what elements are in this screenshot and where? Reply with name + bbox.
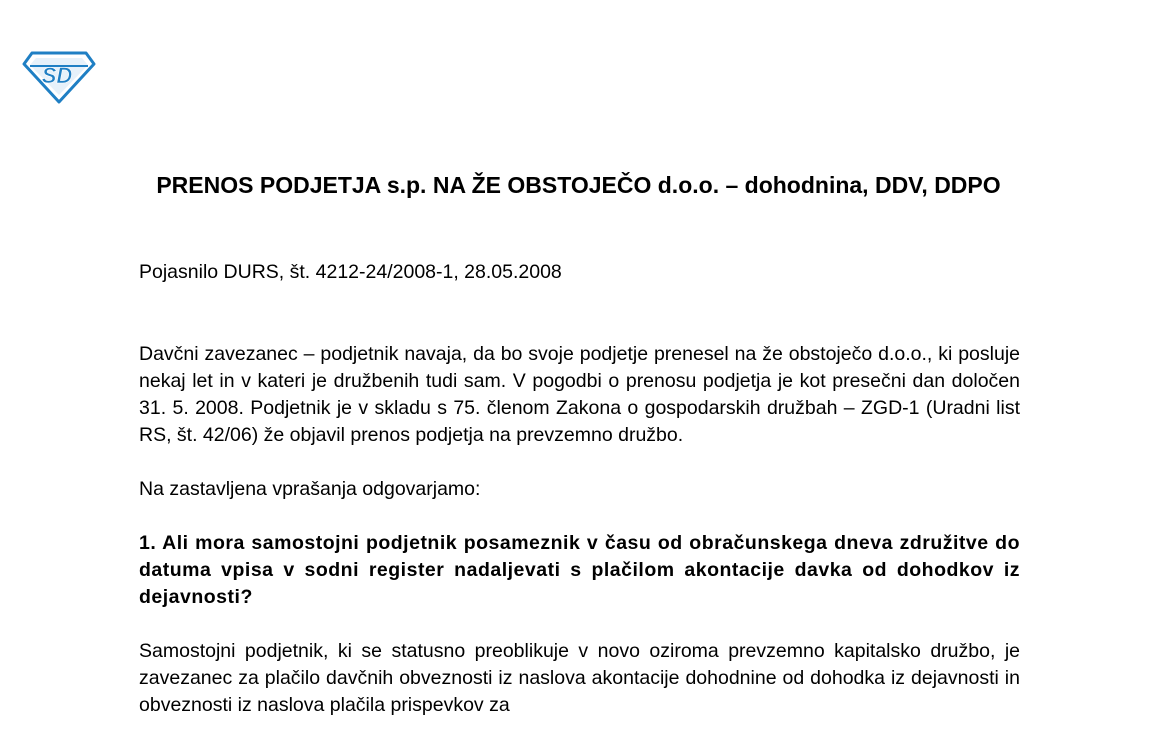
lead-paragraph: Na zastavljena vprašanja odgovarjamo:	[139, 478, 481, 500]
document-reference: Pojasnilo DURS, št. 4212-24/2008-1, 28.05.2008	[139, 261, 562, 283]
answer-1-paragraph: Samostojni podjetnik, ki se statusno preoblikuje v novo oziroma prevzemno kapitalsko družbo, je zavezanec za plačilo davčnih obveznosti iz naslova akontacije dohodnine od dohodka iz dejavnosti in obveznosti iz naslova plačila prispevkov za	[139, 640, 1020, 716]
question-1: 1. Ali mora samostojni podjetnik posameznik v času od obračunskega dneva združitve do datuma vpisa v sodni register nadaljevati s plačilom akontacije davka od dohodkov iz dejavnosti?	[139, 532, 1020, 608]
company-logo	[22, 50, 96, 104]
document-title: PRENOS PODJETJA s.p. NA ŽE OBSTOJEČO d.o.o. – dohodnina, DDV, DDPO	[156, 172, 1001, 198]
document-body	[139, 341, 1020, 746]
logo-lettering: SD	[41, 63, 73, 88]
intro-paragraph: Davčni zavezanec – podjetnik navaja, da bo svoje podjetje prenesel na že obstoječo d.o.o., ki posluje nekaj let in v kateri je družbenih tudi sam. V pogodbi o prenosu podjetja je kot presečni dan določen 31. 5. 2008. Podjetnik je v skladu s 75. členom Zakona o gospodarskih družbah – ZGD-1 (Uradni list RS, št. 42/06) že objavil prenos podjetja na prevzemno družbo.	[139, 343, 1020, 446]
